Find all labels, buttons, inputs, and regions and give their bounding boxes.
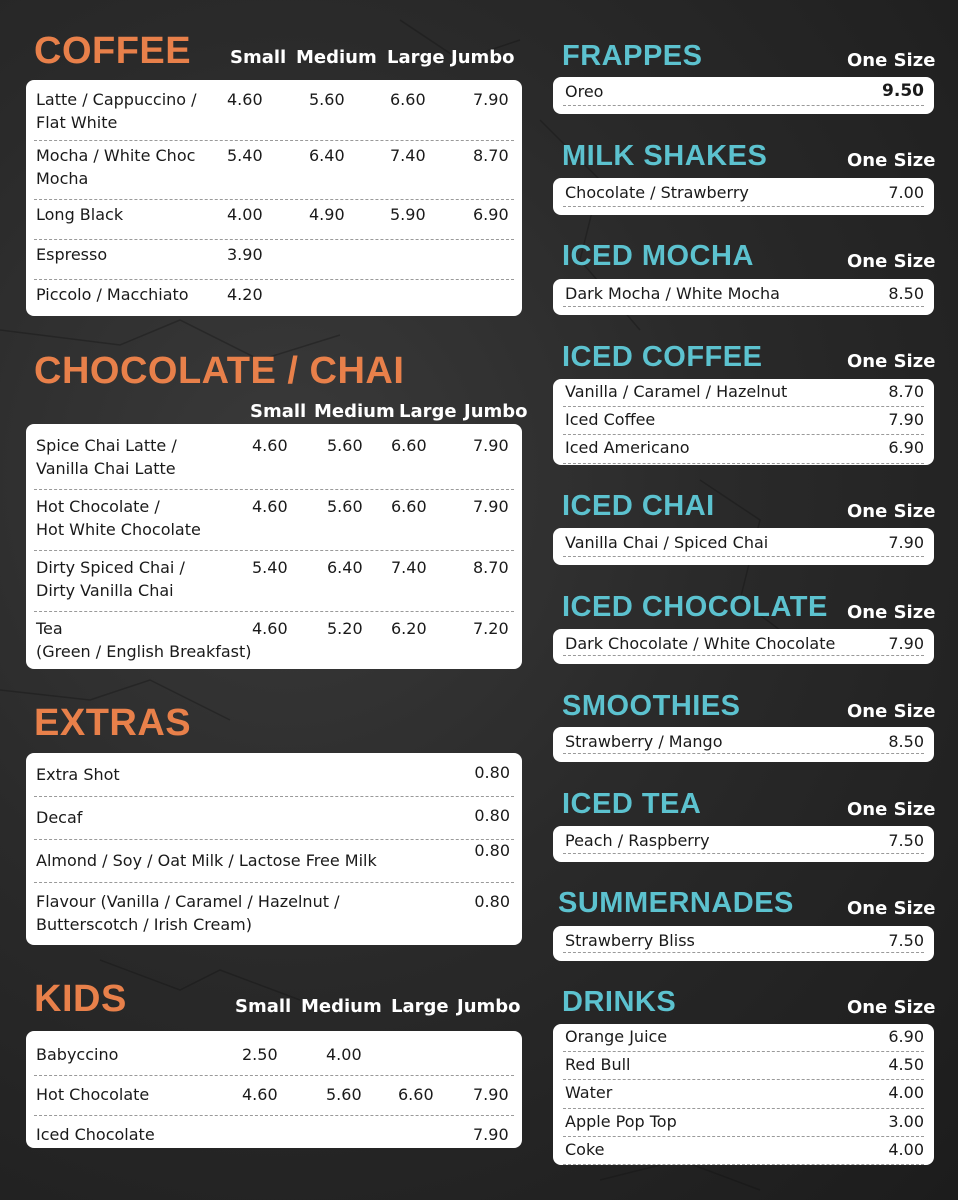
item-price-small: 4.20 <box>227 285 263 304</box>
item-price-small: 4.60 <box>242 1085 278 1104</box>
frappes-card <box>553 77 934 114</box>
item-name: Piccolo / Macchiato <box>36 285 189 304</box>
item-price-small: 4.60 <box>252 497 288 516</box>
size-header-jumbo: Jumbo <box>451 47 515 68</box>
item-price-jumbo: 7.90 <box>473 436 509 455</box>
size-header-jumbo: Jumbo <box>464 401 528 422</box>
menu-item-row <box>563 181 924 207</box>
item-price-small: 4.00 <box>227 205 263 224</box>
menu-item-row <box>34 796 514 840</box>
menu-item-row <box>34 489 514 551</box>
item-name: Dirty Spiced Chai / Dirty Vanilla Chai <box>36 558 185 600</box>
item-price: 0.80 <box>474 892 510 911</box>
menu-item-row <box>563 1138 924 1165</box>
item-name: Almond / Soy / Oat Milk / Lactose Free Milk <box>36 851 377 870</box>
item-name: Iced Chocolate <box>36 1125 155 1144</box>
menu-item-row <box>34 839 514 883</box>
item-price-jumbo: 7.90 <box>473 1085 509 1104</box>
iced-chocolate-card <box>553 629 934 664</box>
item-name: Red Bull <box>565 1055 631 1075</box>
item-name: Water <box>565 1083 613 1103</box>
size-header-large: Large <box>399 401 457 422</box>
kids-card <box>26 1031 522 1148</box>
extras-card <box>26 753 522 945</box>
drinks-one-size-label: One Size <box>847 997 936 1018</box>
summernades-title: SUMMERNADES <box>558 887 794 919</box>
frappes-one-size-label: One Size <box>847 50 936 71</box>
iced-tea-one-size-label: One Size <box>847 799 936 820</box>
extras-title: EXTRAS <box>34 702 192 744</box>
iced-chai-one-size-label: One Size <box>847 501 936 522</box>
item-price: 4.00 <box>888 1083 924 1103</box>
item-price-large: 5.90 <box>390 205 426 224</box>
item-price-medium: 6.40 <box>327 558 363 577</box>
iced-mocha-one-size-label: One Size <box>847 251 936 272</box>
item-name: Hot Chocolate / Hot White Chocolate <box>36 497 201 539</box>
size-header-medium: Medium <box>296 47 377 68</box>
item-name: Apple Pop Top <box>565 1111 677 1131</box>
menu-item-row <box>34 550 514 612</box>
item-name: Extra Shot <box>36 765 120 784</box>
menu-item-row <box>563 1025 924 1052</box>
item-price: 7.90 <box>888 634 924 653</box>
item-name: Strawberry / Mango <box>565 732 723 751</box>
menu-item-row <box>563 1081 924 1108</box>
item-price-small: 4.60 <box>252 436 288 455</box>
item-price: 9.50 <box>882 81 924 101</box>
menu-item-row <box>563 730 924 754</box>
item-price: 8.50 <box>888 284 924 303</box>
smoothies-title: SMOOTHIES <box>562 690 741 722</box>
item-price: 7.90 <box>888 533 924 552</box>
item-name: Latte / Cappuccino / Flat White <box>36 90 197 132</box>
menu-item-row <box>563 80 924 106</box>
item-name: Spice Chai Latte / Vanilla Chai Latte <box>36 436 177 478</box>
item-name: Mocha / White Choc Mocha <box>36 146 196 188</box>
item-price-small: 5.40 <box>227 146 263 165</box>
item-price-medium: 6.40 <box>309 146 345 165</box>
item-price-small: 2.50 <box>242 1045 278 1064</box>
item-price-jumbo: 7.20 <box>473 619 509 638</box>
item-price-large: 6.60 <box>390 90 426 109</box>
item-price-medium: 5.60 <box>326 1085 362 1104</box>
item-name: Vanilla / Caramel / Hazelnut <box>565 382 788 401</box>
item-name: Iced Americano <box>565 438 690 458</box>
item-price-small: 4.60 <box>252 619 288 638</box>
milk-shakes-card <box>553 178 934 215</box>
item-price-jumbo: 8.70 <box>473 146 509 165</box>
iced-tea-card <box>553 826 934 862</box>
item-price: 7.90 <box>888 410 924 430</box>
item-price-large: 7.40 <box>390 146 426 165</box>
chocolate-chai-card <box>26 424 522 669</box>
size-header-medium: Medium <box>314 401 395 422</box>
item-name: Decaf <box>36 808 83 827</box>
drinks-card <box>553 1024 934 1165</box>
menu-item-row <box>563 632 924 656</box>
item-name: Tea (Green / English Breakfast) <box>36 619 252 661</box>
smoothies-card <box>553 727 934 762</box>
coffee-title: COFFEE <box>34 30 192 72</box>
item-name: Oreo <box>565 82 604 101</box>
item-price-large: 6.60 <box>391 436 427 455</box>
item-price: 0.80 <box>474 763 510 782</box>
item-name: Chocolate / Strawberry <box>565 183 749 202</box>
iced-tea-title: ICED TEA <box>562 788 702 820</box>
milk-shakes-title: MILK SHAKES <box>562 140 768 172</box>
menu-item-row <box>563 282 924 307</box>
iced-coffee-card <box>553 379 934 465</box>
item-price-medium: 5.20 <box>327 619 363 638</box>
size-header-medium: Medium <box>301 996 382 1017</box>
menu-item-row <box>563 436 924 463</box>
item-price: 7.00 <box>888 183 924 202</box>
item-name: Dark Chocolate / White Chocolate <box>565 634 836 653</box>
item-price: 0.80 <box>474 841 510 860</box>
iced-chai-card <box>553 528 934 565</box>
size-header-large: Large <box>387 47 445 68</box>
menu-item-row <box>34 140 514 200</box>
menu-item-row <box>34 1035 514 1076</box>
size-header-small: Small <box>250 401 307 422</box>
item-price: 7.50 <box>888 831 924 850</box>
item-price: 6.90 <box>888 438 924 458</box>
item-price-medium: 5.60 <box>327 436 363 455</box>
item-name: Coke <box>565 1139 605 1159</box>
item-name: Strawberry Bliss <box>565 931 695 950</box>
item-name: Flavour (Vanilla / Caramel / Hazelnut / Butterscotch / Irish Cream) <box>36 892 340 934</box>
iced-coffee-one-size-label: One Size <box>847 351 936 372</box>
item-name: Iced Coffee <box>565 410 656 430</box>
iced-mocha-title: ICED MOCHA <box>562 240 754 272</box>
item-price-small: 5.40 <box>252 558 288 577</box>
summernades-one-size-label: One Size <box>847 898 936 919</box>
item-price-large: 6.60 <box>398 1085 434 1104</box>
menu-item-row <box>34 84 514 141</box>
chocolate-chai-title: CHOCOLATE / CHAI <box>34 350 405 392</box>
item-price-small: 4.60 <box>227 90 263 109</box>
summernades-card <box>553 926 934 961</box>
item-price-medium: 4.90 <box>309 205 345 224</box>
item-price-jumbo: 6.90 <box>473 205 509 224</box>
item-price-large: 6.20 <box>391 619 427 638</box>
menu-item-row <box>34 753 514 797</box>
iced-mocha-card <box>553 279 934 315</box>
kids-title: KIDS <box>34 978 127 1020</box>
menu-item-row <box>34 199 514 240</box>
item-price: 6.90 <box>888 1027 924 1046</box>
menu-item-row <box>34 279 514 317</box>
iced-chai-title: ICED CHAI <box>562 490 715 522</box>
size-header-large: Large <box>391 996 449 1017</box>
size-header-small: Small <box>230 47 287 68</box>
item-price-medium: 4.00 <box>326 1045 362 1064</box>
item-name: Orange Juice <box>565 1027 668 1046</box>
coffee-card <box>26 80 522 316</box>
smoothies-one-size-label: One Size <box>847 701 936 722</box>
item-price-small: 3.90 <box>227 245 263 264</box>
item-name: Babyccino <box>36 1045 119 1064</box>
menu-item-row <box>34 1075 514 1116</box>
menu-item-row <box>563 829 924 854</box>
item-price-large: 7.40 <box>391 558 427 577</box>
size-header-jumbo: Jumbo <box>457 996 521 1017</box>
menu-item-row <box>563 380 924 407</box>
item-name: Vanilla Chai / Spiced Chai <box>565 533 769 552</box>
item-price-medium: 5.60 <box>327 497 363 516</box>
item-name: Hot Chocolate <box>36 1085 150 1104</box>
item-price-jumbo: 7.90 <box>473 90 509 109</box>
item-price-jumbo: 7.90 <box>473 1125 509 1144</box>
menu-item-row <box>563 408 924 435</box>
menu-item-row <box>563 1110 924 1137</box>
menu-item-row <box>34 611 514 669</box>
iced-chocolate-one-size-label: One Size <box>847 602 936 623</box>
item-price: 4.00 <box>888 1139 924 1159</box>
item-price: 8.70 <box>888 382 924 401</box>
item-name: Peach / Raspberry <box>565 831 710 850</box>
item-price: 8.50 <box>888 732 924 751</box>
item-name: Long Black <box>36 205 124 224</box>
menu-item-row <box>34 239 514 280</box>
item-price-large: 6.60 <box>391 497 427 516</box>
item-name: Dark Mocha / White Mocha <box>565 284 780 303</box>
drinks-title: DRINKS <box>562 986 677 1018</box>
menu-item-row <box>34 428 514 490</box>
item-name: Espresso <box>36 245 108 264</box>
item-price: 4.50 <box>888 1055 924 1075</box>
menu-item-row <box>34 1115 514 1152</box>
menu-item-row <box>563 531 924 557</box>
size-header-small: Small <box>235 996 292 1017</box>
item-price: 3.00 <box>888 1111 924 1131</box>
item-price-jumbo: 7.90 <box>473 497 509 516</box>
frappes-title: FRAPPES <box>562 40 703 72</box>
milk-shakes-one-size-label: One Size <box>847 150 936 171</box>
iced-chocolate-title: ICED CHOCOLATE <box>562 591 828 623</box>
menu-item-row <box>563 1053 924 1080</box>
iced-coffee-title: ICED COFFEE <box>562 341 763 373</box>
item-price-jumbo: 8.70 <box>473 558 509 577</box>
item-price: 0.80 <box>474 806 510 825</box>
item-price: 7.50 <box>888 931 924 950</box>
menu-item-row <box>563 929 924 953</box>
item-price-medium: 5.60 <box>309 90 345 109</box>
menu-item-row <box>34 882 514 939</box>
